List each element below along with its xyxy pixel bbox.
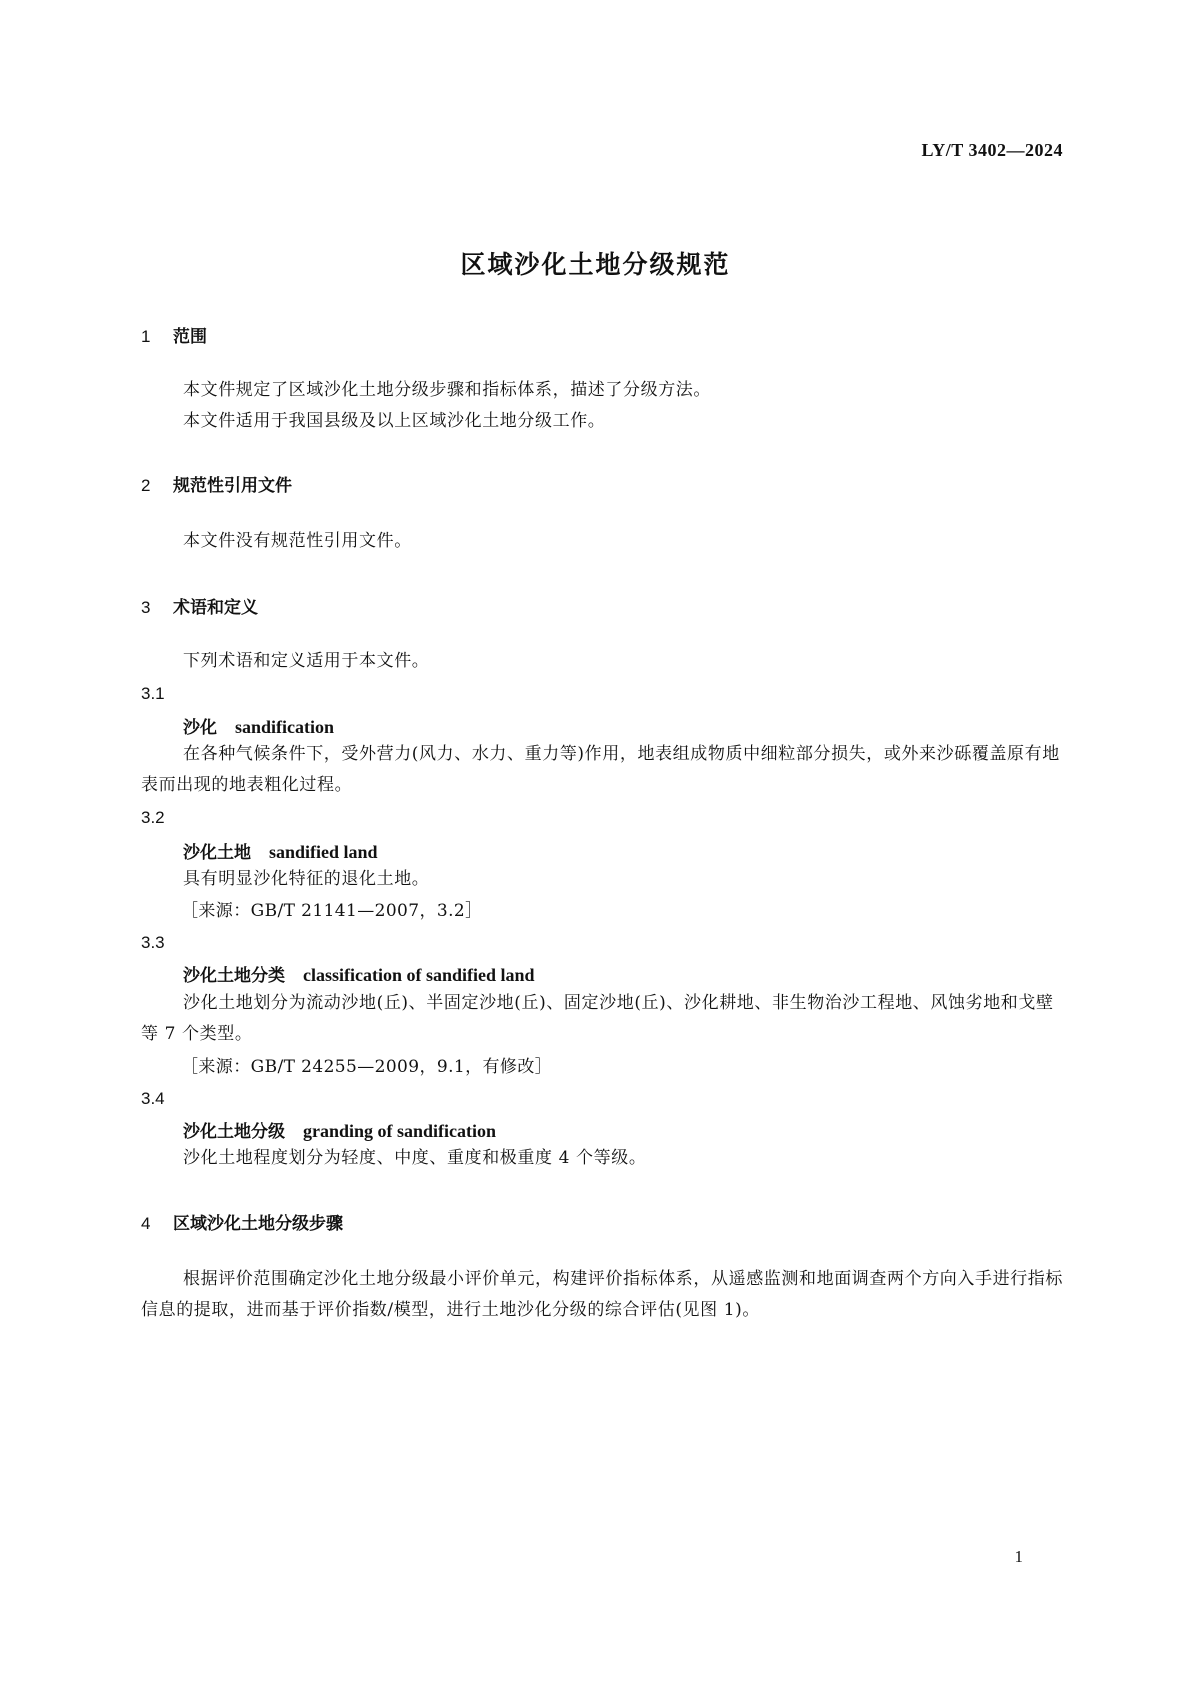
term-number: 3.1: [141, 684, 165, 703]
section-number: 2: [141, 476, 151, 495]
page-number: 1: [1014, 1547, 1023, 1566]
section-4-heading: [141, 1209, 343, 1234]
section-1-heading: [141, 322, 207, 347]
section-3-intro: 下列术语和定义适用于本文件。: [183, 651, 430, 671]
section-number: 4: [141, 1214, 151, 1233]
section-title: 术语和定义: [173, 598, 258, 618]
term-heading: [183, 961, 535, 986]
term-definition: 具有明显沙化特征的退化土地。: [183, 869, 430, 889]
section-number: 3: [141, 598, 151, 617]
term-definition: 在各种气候条件下，受外营力(风力、水力、重力等)作用，地表组成物质中细粒部分损失，或外来沙砾覆盖原有地表而出现的地表粗化过程。: [141, 744, 1060, 795]
section-1-para-2: 本文件适用于我国县级及以上区域沙化土地分级工作。: [183, 411, 606, 431]
term-number: 3.3: [141, 933, 165, 952]
term-zh: 沙化土地分类: [183, 966, 285, 986]
section-4-para-1: 根据评价范围确定沙化土地分级最小评价单元，构建评价指标体系，从遥感监测和地面调查两个方向入手进行指标信息的提取，进而基于评价指数/模型，进行土地沙化分级的综合评估(见图 1)。: [141, 1269, 1063, 1320]
section-title: 区域沙化土地分级步骤: [173, 1214, 343, 1234]
section-1-para-1: 本文件规定了区域沙化土地分级步骤和指标体系，描述了分级方法。: [183, 380, 711, 400]
term-number: 3.2: [141, 808, 165, 827]
section-3-heading: [141, 593, 258, 618]
term-definition: 沙化土地程度划分为轻度、中度、重度和极重度 4 个等级。: [183, 1148, 647, 1168]
section-title: 范围: [173, 327, 207, 347]
term-definition: 沙化土地划分为流动沙地(丘)、半固定沙地(丘)、固定沙地(丘)、沙化耕地、非生物治沙工程地、风蚀劣地和戈壁等 7 个类型。: [141, 993, 1054, 1044]
term-en: classification of sandified land: [303, 965, 535, 985]
term-zh: 沙化土地: [183, 843, 251, 863]
term-en: sandification: [235, 717, 335, 737]
document-code: LY/T 3402—2024: [921, 140, 1063, 160]
section-2-heading: [141, 471, 292, 496]
term-zh: 沙化: [183, 718, 217, 738]
term-source: ［来源：GB/T 24255—2009，9.1，有修改］: [181, 1057, 553, 1077]
term-en: sandified land: [269, 842, 378, 862]
document-title: 区域沙化土地分级规范: [460, 250, 731, 279]
term-number: 3.4: [141, 1089, 165, 1108]
term-source: ［来源：GB/T 21141—2007，3.2］: [181, 901, 483, 921]
term-zh: 沙化土地分级: [183, 1122, 285, 1142]
section-title: 规范性引用文件: [173, 476, 292, 496]
term-en: granding of sandification: [303, 1121, 497, 1141]
section-2-para-1: 本文件没有规范性引用文件。: [183, 531, 412, 551]
term-heading: [183, 713, 334, 738]
term-heading: [183, 838, 378, 863]
section-number: 1: [141, 327, 151, 346]
term-heading: [183, 1117, 496, 1142]
